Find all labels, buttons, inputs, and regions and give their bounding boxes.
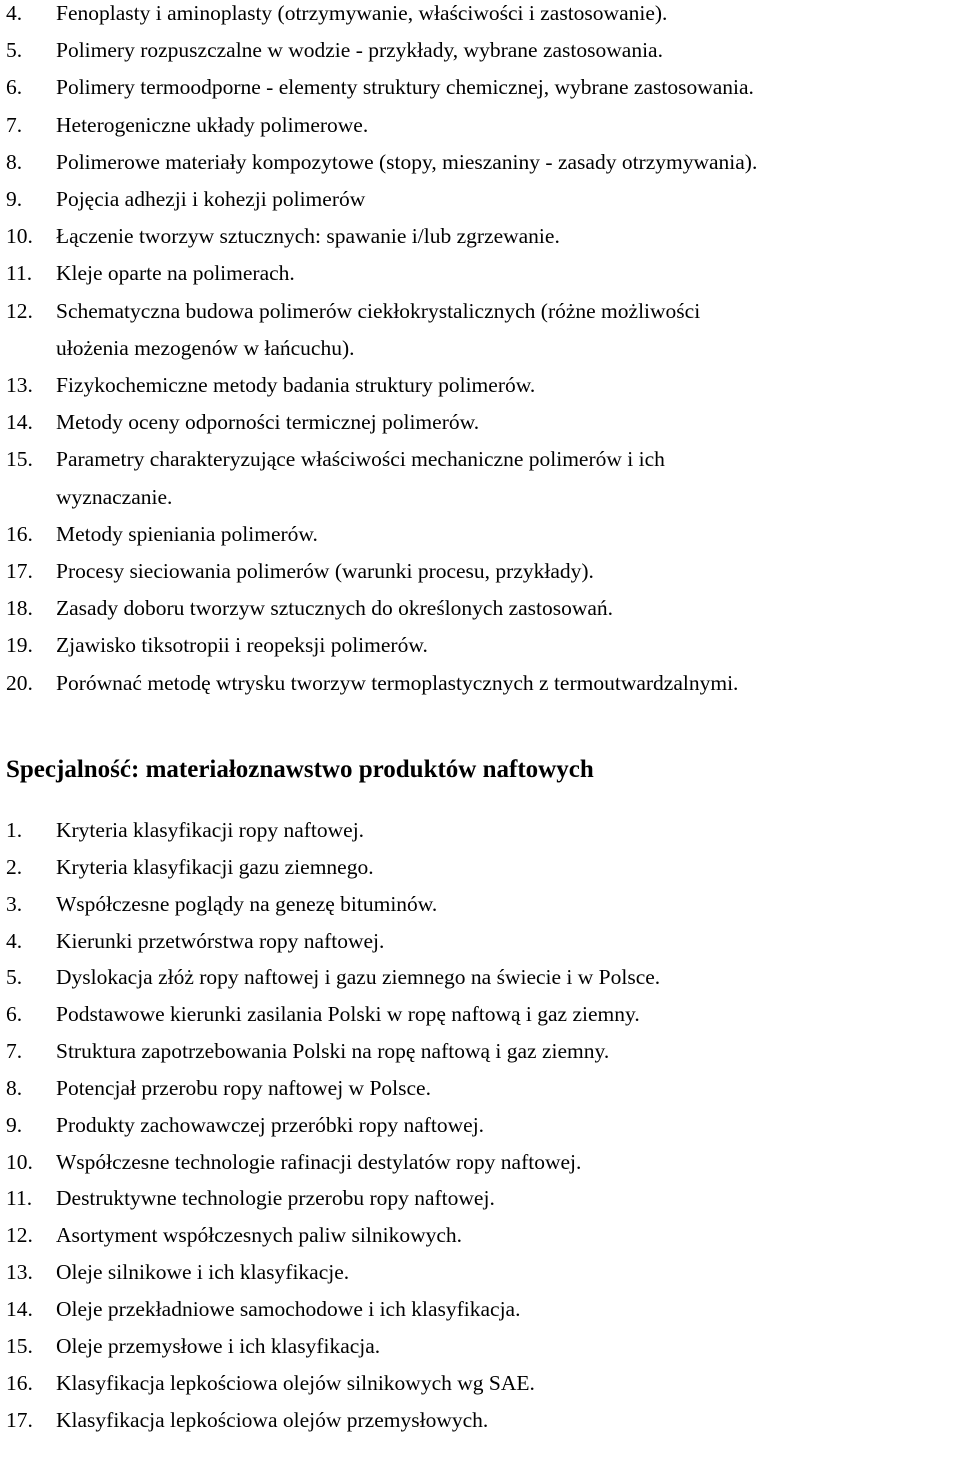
item-text: Współczesne technologie rafinacji destylatów ropy naftowej. xyxy=(56,1149,582,1174)
item-number: 14. xyxy=(6,410,33,435)
list-item xyxy=(0,255,960,292)
item-text: Asortyment współczesnych paliw silnikowych. xyxy=(56,1223,463,1248)
item-number: 13. xyxy=(6,373,33,398)
list-item xyxy=(0,627,960,664)
list-item xyxy=(0,590,960,627)
list-item xyxy=(0,1217,960,1254)
list-item xyxy=(0,665,960,702)
item-number: 4. xyxy=(6,928,23,953)
list-item xyxy=(0,1180,960,1217)
item-text: Fenoplasty i aminoplasty (otrzymywanie, właściwości i zastosowanie). xyxy=(56,1,668,25)
item-text: Polimery termoodporne - elementy struktury chemicznej, wybrane zastosowania. xyxy=(56,75,754,100)
item-text: Podstawowe kierunki zasilania Polski w ropę naftową i gaz ziemny. xyxy=(56,1002,640,1027)
item-number: 13. xyxy=(6,1260,33,1285)
item-number: 12. xyxy=(6,298,33,323)
item-text: Metody oceny odporności termicznej polimerów. xyxy=(56,410,480,435)
item-number: 17. xyxy=(6,1407,33,1432)
list-item xyxy=(0,959,960,996)
item-number: 11. xyxy=(6,1186,33,1211)
item-number: 7. xyxy=(6,1039,23,1064)
item-text: Klasyfikacja lepkościowa olejów silnikowych wg SAE. xyxy=(56,1370,535,1395)
item-text: Kryteria klasyfikacji ropy naftowej. xyxy=(56,818,365,842)
list-item xyxy=(0,1107,960,1144)
item-text: Heterogeniczne układy polimerowe. xyxy=(56,112,369,137)
list-item xyxy=(0,181,960,218)
list-item xyxy=(0,144,960,181)
list-item xyxy=(0,886,960,923)
list-item xyxy=(0,1033,960,1070)
list-item xyxy=(0,996,960,1033)
item-number xyxy=(0,479,56,516)
item-text: Zasady doboru tworzyw sztucznych do określonych zastosowań. xyxy=(56,596,614,621)
item-number: 6. xyxy=(6,1002,23,1027)
item-text: wyznaczanie. xyxy=(56,484,173,509)
list-item xyxy=(0,107,960,144)
item-text: ułożenia mezogenów w łańcuchu). xyxy=(56,335,355,360)
list-item xyxy=(0,1365,960,1402)
item-number: 19. xyxy=(6,633,33,658)
item-text: Dyslokacja złóż ropy naftowej i gazu ziemnego na świecie i w Polsce. xyxy=(56,965,661,990)
item-number: 17. xyxy=(6,559,33,584)
topic-list-polymers xyxy=(0,0,960,702)
item-number: 5. xyxy=(6,965,23,990)
item-text: Pojęcia adhezji i kohezji polimerów xyxy=(56,187,366,212)
item-text: Łączenie tworzyw sztucznych: spawanie i/lub zgrzewanie. xyxy=(56,224,560,249)
item-number: 9. xyxy=(6,187,23,212)
item-text: Struktura zapotrzebowania Polski na ropę naftową i gaz ziemny. xyxy=(56,1039,610,1064)
item-number: 10. xyxy=(6,1149,33,1174)
list-item xyxy=(0,812,960,849)
item-number: 9. xyxy=(6,1112,23,1137)
list-item xyxy=(0,32,960,69)
item-number: 5. xyxy=(6,38,23,63)
item-number: 4. xyxy=(6,1,23,25)
list-item xyxy=(0,0,960,32)
item-text: Oleje przekładniowe samochodowe i ich klasyfikacja. xyxy=(56,1296,521,1321)
item-text: Klasyfikacja lepkościowa olejów przemysłowych. xyxy=(56,1407,489,1432)
item-text: Kleje oparte na polimerach. xyxy=(56,261,295,286)
item-text: Kryteria klasyfikacji gazu ziemnego. xyxy=(56,854,374,879)
item-number: 3. xyxy=(6,891,23,916)
list-item xyxy=(0,1070,960,1107)
item-text: Oleje silnikowe i ich klasyfikacje. xyxy=(56,1260,350,1285)
item-text: Metody spieniania polimerów. xyxy=(56,521,318,546)
item-number: 18. xyxy=(6,596,33,621)
item-number: 15. xyxy=(6,447,33,472)
item-text: Fizykochemiczne metody badania struktury polimerów. xyxy=(56,373,536,398)
section-heading: Specjalność: materiałoznawstwo produktów naftowych xyxy=(6,756,594,783)
list-item xyxy=(0,516,960,553)
item-number: 16. xyxy=(6,521,33,546)
list-item-continuation xyxy=(0,479,960,516)
list-item xyxy=(0,441,960,478)
item-number: 11. xyxy=(6,261,33,286)
item-text: Kierunki przetwórstwa ropy naftowej. xyxy=(56,928,385,953)
list-item xyxy=(0,553,960,590)
item-text: Polimerowe materiały kompozytowe (stopy, mieszaniny - zasady otrzymywania). xyxy=(56,149,758,174)
list-item xyxy=(0,69,960,106)
list-item xyxy=(0,1291,960,1328)
list-item xyxy=(0,1328,960,1365)
item-number: 15. xyxy=(6,1333,33,1358)
list-item xyxy=(0,1144,960,1181)
item-number: 7. xyxy=(6,112,23,137)
list-item xyxy=(0,1402,960,1439)
list-item xyxy=(0,923,960,960)
list-item-continuation xyxy=(0,330,960,367)
list-item xyxy=(0,1254,960,1291)
item-text: Produkty zachowawczej przeróbki ropy naftowej. xyxy=(56,1112,485,1137)
list-item xyxy=(0,849,960,886)
item-number: 8. xyxy=(6,1075,23,1100)
list-item xyxy=(0,218,960,255)
item-number: 10. xyxy=(6,224,33,249)
item-text: Procesy sieciowania polimerów (warunki procesu, przykłady). xyxy=(56,559,594,584)
item-text: Schematyczna budowa polimerów ciekłokrystalicznych (różne możliwości xyxy=(56,298,701,323)
item-text: Destruktywne technologie przerobu ropy naftowej. xyxy=(56,1186,495,1211)
item-text: Zjawisko tiksotropii i reopeksji polimerów. xyxy=(56,633,428,658)
topic-list-petroleum xyxy=(0,812,960,1438)
item-text: Porównać metodę wtrysku tworzyw termoplastycznych z termoutwardzalnymi. xyxy=(56,670,739,695)
list-item xyxy=(0,293,960,330)
item-text: Polimery rozpuszczalne w wodzie - przykłady, wybrane zastosowania. xyxy=(56,38,663,63)
item-number: 8. xyxy=(6,149,23,174)
item-number: 16. xyxy=(6,1370,33,1395)
list-item xyxy=(0,404,960,441)
item-number: 12. xyxy=(6,1223,33,1248)
item-text: Potencjał przerobu ropy naftowej w Polsce. xyxy=(56,1075,431,1100)
item-number: 1. xyxy=(6,818,23,842)
item-number: 6. xyxy=(6,75,23,100)
item-number xyxy=(0,330,56,367)
list-item xyxy=(0,367,960,404)
item-number: 14. xyxy=(6,1296,33,1321)
item-number: 2. xyxy=(6,854,23,879)
item-text: Współczesne poglądy na genezę bituminów. xyxy=(56,891,438,916)
item-text: Oleje przemysłowe i ich klasyfikacja. xyxy=(56,1333,381,1358)
item-number: 20. xyxy=(6,670,33,695)
item-text: Parametry charakteryzujące właściwości mechaniczne polimerów i ich xyxy=(56,447,665,472)
